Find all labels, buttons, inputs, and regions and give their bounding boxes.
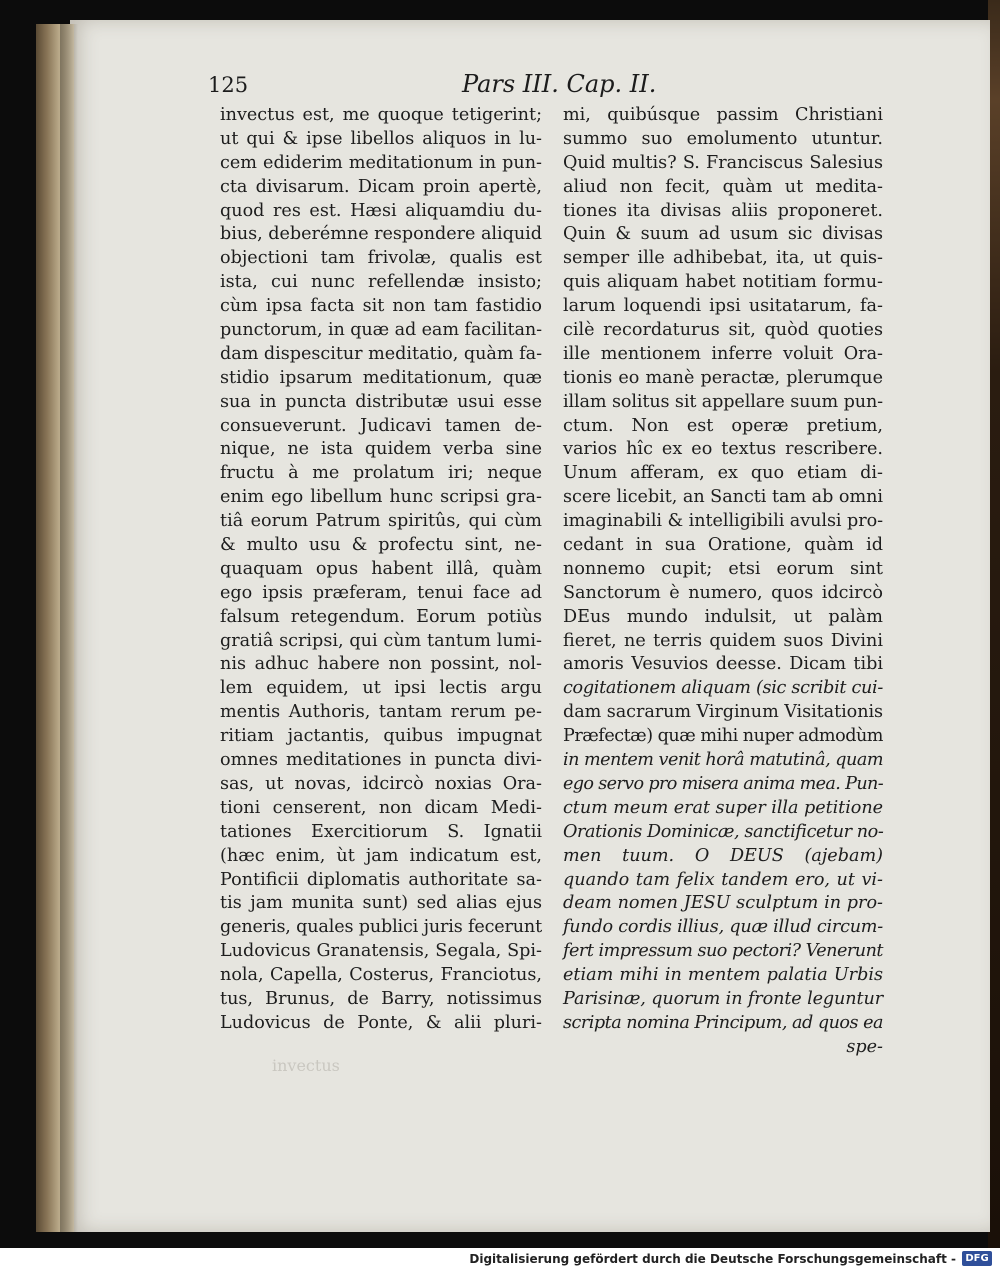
text-line: Orationis Dominicæ, sanctificetur no- <box>563 821 884 842</box>
text-line: mentis Authoris, tantam rerum pe- <box>220 702 542 723</box>
text-line: nis adhuc habere non possint, nol- <box>220 654 542 675</box>
text-line: ego servo pro misera anima mea. Pun- <box>563 773 883 794</box>
text-line: amoris Vesuvios deesse. Dicam tibi <box>563 654 883 675</box>
text-line: quis aliquam habet notitiam formu- <box>563 272 883 293</box>
text-line: varios hîc ex eo textus rescribere. <box>563 439 883 460</box>
text-line: in mentem venit horâ matutinâ, quam <box>563 750 883 771</box>
text-line: cedant in sua Oratione, quàm id <box>563 535 883 556</box>
text-line: enim ego libellum hunc scripsi gra- <box>220 487 542 508</box>
text-line: DEus mundo indulsit, ut palàm <box>563 606 883 627</box>
text-line: quando tam felix tandem ero, ut vi- <box>563 869 883 890</box>
text-line: ego ipsis præferam, tenui face ad <box>220 582 542 603</box>
text-line: generis, quales publici juris fecerunt <box>220 917 542 938</box>
text-line: Præfectæ) quæ mihi nuper admodùm <box>563 726 883 747</box>
text-line: tis jam munita sunt) sed alias ejus <box>220 893 542 914</box>
text-line: fert impressum suo pectori? Venerunt <box>563 941 883 962</box>
text-line: Parisinæ, quorum in fronte leguntur <box>563 988 883 1009</box>
text-line: bius, deberémne respondere aliquid <box>220 224 542 245</box>
text-line: deam nomen JESU sculptum in pro- <box>563 893 883 914</box>
text-line: dam dispescitur meditatio, quàm fa- <box>220 343 542 364</box>
text-line: scere licebit, an Sancti tam ab omni <box>563 487 883 508</box>
text-line: omnes meditationes in puncta divi- <box>220 750 542 771</box>
running-head: Pars III. Cap. II. <box>462 70 657 98</box>
text-line: consueverunt. Judicavi tamen de- <box>220 415 542 436</box>
text-line: mi, quibúsque passim Christiani <box>563 105 883 125</box>
text-line: Pontificii diplomatis authoritate sa- <box>220 869 542 890</box>
text-line: tus, Brunus, de Barry, notissimus <box>220 988 542 1009</box>
text-line: illam solitus sit appellare suum pun- <box>563 391 883 412</box>
text-line: punctorum, in quæ ad eam facilitan- <box>220 320 542 341</box>
text-line: Quid multis? S. Franciscus Salesius <box>563 152 883 173</box>
text-line: Quin & suum ad usum sic divisas <box>563 224 883 245</box>
text-column-right <box>563 104 883 1060</box>
text-line: semper ille adhibebat, ita, ut quis- <box>563 248 883 269</box>
show-through-text: invectus <box>272 1056 340 1075</box>
gutter-shadow <box>60 24 78 1232</box>
text-line: (hæc enim, ùt jam indicatum est, <box>220 845 542 866</box>
text-line: falsum retegendum. Eorum potiùs <box>220 606 542 627</box>
text-line: quod res est. Hæsi aliquamdiu du- <box>220 200 542 221</box>
text-line: ista, cui nunc refellendæ insisto; <box>220 272 542 293</box>
text-line: cilè recordaturus sit, quòd quoties <box>563 320 883 341</box>
text-line: ritiam jactantis, quibus impugnat <box>220 726 542 747</box>
text-line: imaginabili & intelligibili avulsi pro- <box>563 511 883 532</box>
text-line: dam sacrarum Virginum Visitationis <box>563 702 883 723</box>
text-line: ut qui & ipse libellos aliquos in lu- <box>220 128 542 149</box>
text-line: Ludovicus de Ponte, & alii pluri- <box>220 1012 542 1033</box>
text-line: tationes Exercitiorum S. Ignatii <box>220 821 542 842</box>
text-line: invectus est, me quoque tetigerint; <box>220 105 542 125</box>
text-line: men tuum. O DEUS (ajebam) <box>563 845 883 866</box>
text-line: lem equidem, ut ipsi lectis argu <box>220 678 542 699</box>
text-line: quaquam opus habent illâ, quàm <box>220 558 542 579</box>
text-line: tiones ita divisas aliis proponeret. <box>563 200 883 221</box>
text-line: gratiâ scripsi, qui cùm tantum lumi- <box>220 630 542 651</box>
funding-credit: Digitalisierung gefördert durch die Deutsche Forschungsgemeinschaft - <box>469 1252 956 1266</box>
text-line: cta divisarum. Dicam proin apertè, <box>220 176 542 197</box>
text-line: cem ediderim meditationum in pun- <box>220 152 542 173</box>
text-line: etiam mihi in mentem palatia Urbis <box>563 965 883 986</box>
text-line: sas, ut novas, idcircò noxias Ora- <box>220 773 542 794</box>
text-line: cogitationem aliquam (sic scribit cui- <box>563 678 883 699</box>
text-line: tionis eo manè peractæ, plerumque <box>563 367 883 388</box>
text-line: Unum afferam, ex quo etiam di- <box>563 463 883 484</box>
text-line: sua in puncta distributæ usui esse <box>220 391 542 412</box>
text-column-left <box>220 104 542 1036</box>
text-line: Sanctorum è numero, quos idcircò <box>563 582 883 603</box>
text-line: objectioni tam frivolæ, qualis est <box>220 248 542 269</box>
text-line: nonnemo cupit; etsi eorum sint <box>563 558 883 579</box>
text-line: tiâ eorum Patrum spiritûs, qui cùm <box>220 511 542 532</box>
text-line: ctum. Non est operæ pretium, <box>563 415 883 436</box>
text-line: cùm ipsa facta sit non tam fastidio <box>220 296 542 317</box>
text-line: stidio ipsarum meditationum, quæ <box>220 367 542 388</box>
text-line: ille mentionem inferre voluit Ora- <box>563 343 883 364</box>
text-line: spe- <box>846 1036 883 1057</box>
text-line: ctum meum erat super illa petitione <box>563 797 883 818</box>
text-line: scripta nomina Principum, ad quos ea <box>563 1012 883 1033</box>
text-line: nique, ne ista quidem verba sine <box>220 439 542 460</box>
text-line: larum loquendi ipsi usitatarum, fa- <box>563 296 883 317</box>
text-line: tioni censerent, non dicam Medi- <box>220 797 542 818</box>
text-line: aliud non fecit, quàm ut medita- <box>563 176 883 197</box>
page-number: 125 <box>208 73 249 97</box>
text-line: & multo usu & profectu sint, ne- <box>220 535 542 556</box>
text-line: summo suo emolumento utuntur. <box>563 128 883 149</box>
text-line: nola, Capella, Costerus, Franciotus, <box>220 965 542 986</box>
digitization-footer <box>0 1248 1000 1270</box>
text-line: fundo cordis illius, quæ illud circum- <box>563 917 883 938</box>
text-line: Ludovicus Granatensis, Segala, Spi- <box>220 941 542 962</box>
dfg-logo: DFG <box>962 1251 992 1266</box>
text-line: fructu à me prolatum iri; neque <box>220 463 542 484</box>
text-line: fieret, ne terris quidem suos Divini <box>563 630 883 651</box>
